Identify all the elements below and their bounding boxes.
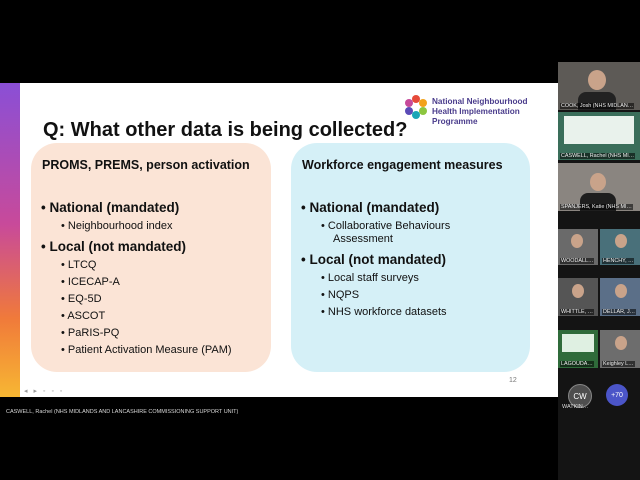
slide-page-number: 12 (509, 377, 517, 384)
list-item: • ICECAP-A (61, 276, 120, 288)
workforce-panel (291, 143, 530, 372)
video-tile[interactable]: HENCHY, … (600, 229, 640, 265)
panel-heading: PROMS, PREMS, person activation (42, 158, 250, 172)
video-tile[interactable]: Keighley L… (600, 330, 640, 368)
list-item-continued: Assessment (333, 233, 393, 245)
video-tile[interactable]: LAGOUDA… (558, 330, 598, 368)
participant-avatar[interactable]: CW (568, 384, 592, 408)
video-tile[interactable]: CASWELL, Rachel (NHS MI… (558, 112, 640, 160)
shared-slide (0, 83, 558, 397)
slide-nav-controls[interactable]: ◂ ▸ ◦ ◦ ◦ (24, 388, 65, 395)
logo-flower-icon (402, 93, 430, 121)
video-tile[interactable]: DELLAR, J… (600, 278, 640, 316)
logo-text: National Neighbourhood Health Implementation Programme (432, 97, 528, 126)
group-label: • National (mandated) (41, 200, 180, 215)
list-item: • Patient Activation Measure (PAM) (61, 344, 232, 356)
group-label: • Local (not mandated) (41, 239, 186, 254)
video-tile[interactable]: WHITTLE, … (558, 278, 598, 316)
slide-title: Q: What other data is being collected? (43, 119, 408, 141)
list-item: • LTCQ (61, 259, 97, 271)
participants-panel (558, 62, 640, 480)
video-tile[interactable]: COOK, Josh (NHS MIDLAN… (558, 62, 640, 110)
list-item: • NQPS (321, 289, 360, 301)
panel-heading: Workforce engagement measures (302, 158, 503, 172)
video-tile[interactable]: WOODALL… (558, 229, 598, 265)
video-tile[interactable]: SPANJERS, Katie (NHS MI… (558, 163, 640, 211)
list-item: • EQ-5D (61, 293, 102, 305)
list-item: • Collaborative Behaviours (321, 220, 451, 232)
list-item: • ASCOT (61, 310, 106, 322)
participant-name: WATKIN… (562, 404, 589, 410)
more-participants-button[interactable]: +70 (606, 384, 628, 406)
list-item: • PaRIS-PQ (61, 327, 120, 339)
list-item: • Local staff surveys (321, 272, 419, 284)
group-label: • National (mandated) (301, 200, 440, 215)
group-label: • Local (not mandated) (301, 252, 446, 267)
proms-panel (31, 143, 271, 372)
presenter-label: CASWELL, Rachel (NHS MIDLANDS AND LANCASHIRE COMMISSIONING SUPPORT UNIT) (6, 409, 239, 415)
list-item: • NHS workforce datasets (321, 306, 447, 318)
list-item: • Neighbourhood index (61, 220, 173, 232)
slide-accent-bar (0, 83, 20, 397)
programme-logo (402, 93, 552, 126)
